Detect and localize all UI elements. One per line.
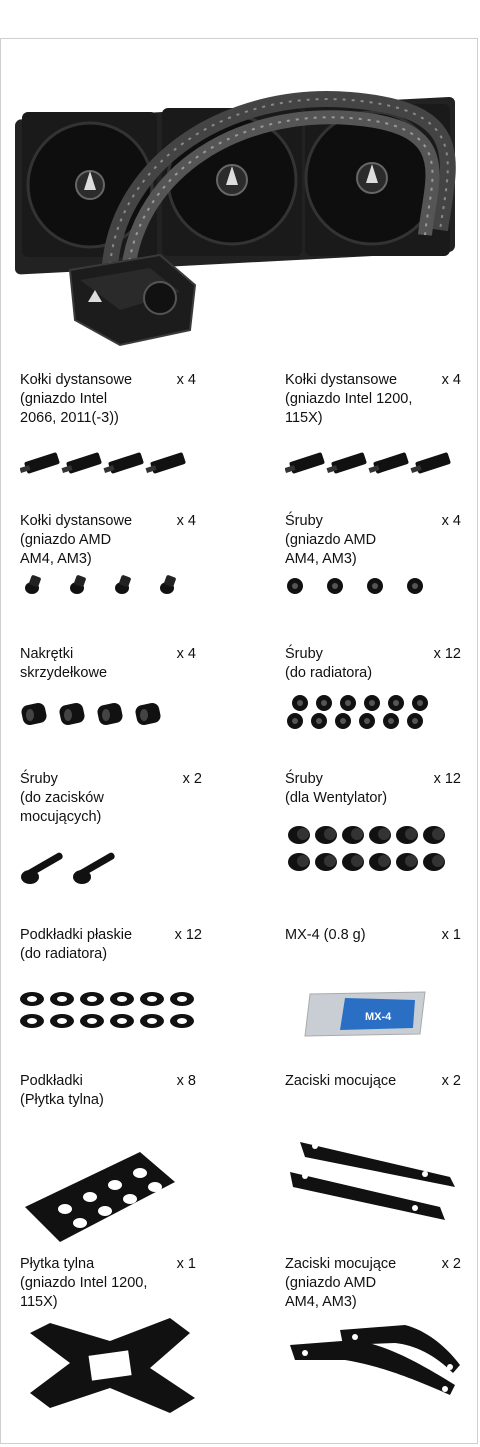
accessory-title: Śruby (gniazdo AMD AM4, AM3) <box>285 513 377 567</box>
accessory-item <box>20 512 196 652</box>
accessory-title: Śruby (do radiatora) <box>285 646 373 681</box>
accessory-item <box>285 1072 461 1212</box>
accessory-image <box>285 1132 475 1242</box>
accessory-title: Śruby (do zacisków mocujących) <box>20 771 104 825</box>
accessory-item <box>20 645 196 785</box>
accessory-item <box>20 1072 196 1212</box>
accessory-item <box>285 1255 461 1395</box>
accessory-quantity: x 12 <box>433 646 461 662</box>
accessory-quantity: x 1 <box>441 927 461 943</box>
accessory-image <box>285 1315 475 1425</box>
accessory-image <box>20 1147 210 1257</box>
accessory-quantity: x 1 <box>176 1256 196 1272</box>
accessory-item <box>285 371 461 511</box>
accessory-title: Podkładki płaskie (do radiatora) <box>20 927 133 962</box>
accessory-title: MX-4 (0.8 g) <box>285 927 366 943</box>
mounting-clips-icon <box>285 1132 475 1242</box>
accessory-quantity: x 4 <box>176 513 196 529</box>
accessory-item <box>20 371 196 511</box>
accessory-item <box>20 926 202 1066</box>
accessory-quantity: x 8 <box>176 1073 196 1089</box>
accessory-title: Zaciski mocujące (gniazdo AMD AM4, AM3) <box>285 1256 397 1310</box>
accessory-title: Płytka tylna (gniazdo Intel 1200, 115X) <box>20 1256 148 1310</box>
accessory-item <box>285 512 461 652</box>
accessory-quantity: x 4 <box>176 372 196 388</box>
accessory-quantity: x 4 <box>441 372 461 388</box>
backplate-pads-icon <box>20 1147 210 1257</box>
accessory-quantity: x 12 <box>433 771 461 787</box>
accessory-item <box>285 645 461 785</box>
pump-block <box>70 255 195 345</box>
accessory-quantity: x 2 <box>182 771 202 787</box>
accessory-quantity: x 4 <box>176 646 196 662</box>
accessory-title: Kołki dystansowe (gniazdo AMD AM4, AM3) <box>20 513 133 567</box>
accessory-item <box>20 770 202 910</box>
accessory-item <box>285 770 461 910</box>
accessory-title: Podkładki (Płytka tylna) <box>20 1073 104 1108</box>
accessory-quantity: x 12 <box>174 927 202 943</box>
accessory-quantity: x 2 <box>441 1256 461 1272</box>
accessory-title: Kołki dystansowe (gniazdo Intel 1200, 115X) <box>285 372 413 426</box>
accessory-item <box>285 926 461 1066</box>
accessory-quantity: x 2 <box>441 1073 461 1089</box>
fan-screw-icon <box>285 825 475 935</box>
accessory-quantity: x 4 <box>441 513 461 529</box>
accessory-item <box>20 1255 196 1395</box>
accessory-image <box>20 1313 210 1423</box>
accessory-title: Nakrętki skrzydełkowe <box>20 646 108 681</box>
accessory-title: Śruby (dla Wentylator) <box>285 771 388 806</box>
accessory-title: Kołki dystansowe (gniazdo Intel 2066, 2011(-3)) <box>20 372 133 426</box>
liquid-cooler-image <box>10 70 465 350</box>
backplate-icon <box>20 1313 210 1423</box>
svg-text:MX-4: MX-4 <box>365 1011 392 1023</box>
accessory-image <box>285 825 475 935</box>
accessory-title: Zaciski mocujące <box>285 1073 397 1089</box>
amd-mounting-clips-icon <box>285 1315 475 1425</box>
